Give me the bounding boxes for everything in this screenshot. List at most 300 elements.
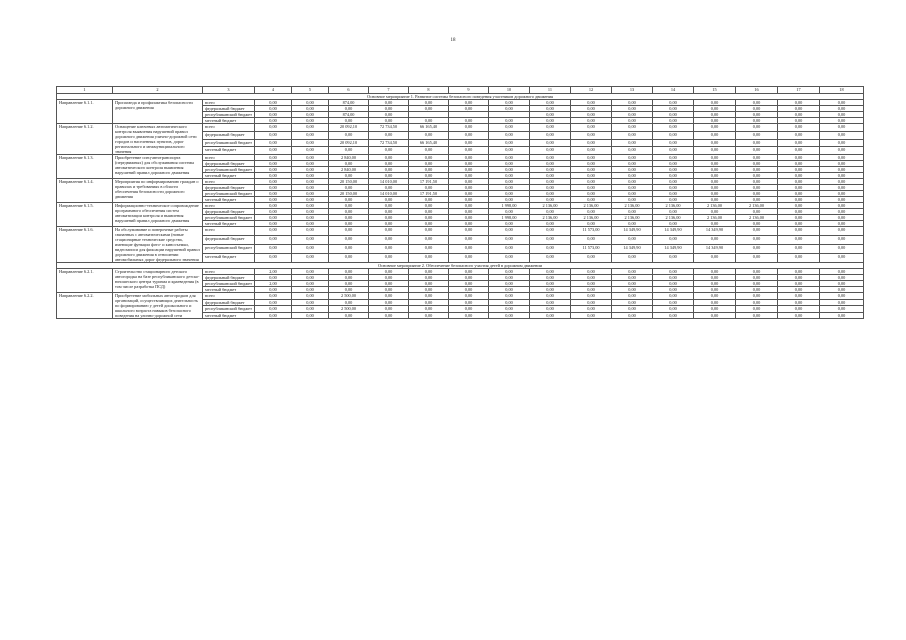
amount-cell: 0,00 [255, 209, 292, 215]
funding-source: республиканский бюджет [203, 245, 255, 254]
amount-cell: 0,00 [694, 185, 736, 191]
amount-cell: 0,00 [409, 118, 449, 124]
amount-cell: 0,00 [694, 191, 736, 197]
amount-cell: 0,00 [489, 221, 530, 227]
amount-cell: 0,00 [736, 209, 778, 215]
amount-cell: 874,00 [329, 112, 369, 118]
amount-cell: 0,00 [653, 139, 694, 147]
amount-cell: 0,00 [329, 161, 369, 167]
amount-cell: 0,00 [329, 106, 369, 112]
amount-cell: 0,00 [694, 209, 736, 215]
amount-cell: 0,00 [736, 236, 778, 245]
amount-cell: 0,00 [449, 191, 489, 197]
amount-cell: 0,00 [292, 185, 329, 191]
amount-cell: 0,00 [820, 167, 864, 173]
amount-cell: 2 840,00 [329, 155, 369, 161]
amount-cell: 0,00 [820, 203, 864, 209]
direction-code: Направление 6.1.3. [57, 155, 113, 179]
amount-cell: 0,00 [612, 106, 653, 112]
amount-cell: 0,00 [369, 155, 409, 161]
amount-cell: 0,00 [292, 227, 329, 236]
amount-cell: 0,00 [778, 131, 820, 139]
amount-cell: 0,00 [255, 173, 292, 179]
amount-cell: 0,00 [736, 221, 778, 227]
page-number: 18 [450, 38, 456, 43]
amount-cell: 0,00 [571, 197, 612, 203]
column-header: 18 [820, 87, 864, 94]
amount-cell: 0,00 [694, 293, 736, 300]
amount-cell: 0,00 [571, 185, 612, 191]
amount-cell: 0,00 [449, 203, 489, 209]
amount-cell: 0,00 [409, 254, 449, 263]
amount-cell: 0,00 [489, 191, 530, 197]
amount-cell: 0,00 [329, 197, 369, 203]
amount-cell: 0,00 [571, 221, 612, 227]
amount-cell: 0,00 [292, 191, 329, 197]
amount-cell: 0,00 [571, 191, 612, 197]
amount-cell: 0,00 [255, 236, 292, 245]
amount-cell: 0,00 [653, 191, 694, 197]
amount-cell: 0,00 [694, 167, 736, 173]
amount-cell: 0,00 [778, 299, 820, 306]
column-header: 5 [292, 87, 329, 94]
amount-cell: 0,00 [489, 312, 530, 319]
amount-cell: 0,00 [409, 236, 449, 245]
amount-cell: 0,00 [530, 254, 571, 263]
amount-cell: 0,00 [449, 312, 489, 319]
amount-cell: 0,00 [571, 100, 612, 106]
amount-cell: 0,00 [449, 221, 489, 227]
amount-cell: 0,00 [255, 155, 292, 161]
amount-cell: 0,00 [449, 100, 489, 106]
amount-cell: 0,00 [612, 124, 653, 132]
amount-cell: 0,00 [612, 191, 653, 197]
amount-cell: 0,00 [820, 236, 864, 245]
amount-cell: 0,00 [820, 139, 864, 147]
amount-cell: 0,00 [612, 269, 653, 275]
amount-cell: 0,00 [329, 254, 369, 263]
amount-cell: 0,00 [736, 173, 778, 179]
amount-cell: 0,00 [409, 306, 449, 313]
amount-cell: 11 573,00 [571, 245, 612, 254]
amount-cell: 0,00 [778, 269, 820, 275]
amount-cell: 0,00 [369, 312, 409, 319]
amount-cell: 0,00 [255, 306, 292, 313]
amount-cell: 0,00 [292, 236, 329, 245]
amount-cell: 0,00 [409, 203, 449, 209]
funding-source: местный бюджет [203, 287, 255, 293]
amount-cell: 20 150,00 [329, 179, 369, 185]
amount-cell: 0,00 [489, 254, 530, 263]
amount-cell: 0,00 [369, 269, 409, 275]
amount-cell: 0,00 [329, 299, 369, 306]
amount-cell: 0,00 [489, 287, 530, 293]
amount-cell: 0,00 [612, 179, 653, 185]
amount-cell: 0,00 [292, 155, 329, 161]
amount-cell: 0,00 [820, 209, 864, 215]
amount-cell: 0,00 [255, 254, 292, 263]
column-header: 16 [736, 87, 778, 94]
amount-cell: 0,00 [653, 161, 694, 167]
amount-cell: 0,00 [571, 281, 612, 287]
amount-cell: 0,00 [449, 139, 489, 147]
amount-cell: 0,00 [653, 197, 694, 203]
amount-cell: 0,00 [369, 227, 409, 236]
amount-cell: 0,00 [778, 221, 820, 227]
amount-cell: 0,00 [778, 173, 820, 179]
amount-cell: 0,00 [292, 306, 329, 313]
amount-cell: 0,00 [449, 161, 489, 167]
amount-cell: 0,00 [255, 161, 292, 167]
amount-cell: 0,00 [292, 312, 329, 319]
amount-cell: 0,00 [736, 287, 778, 293]
amount-cell: 0,00 [653, 221, 694, 227]
amount-cell: 0,00 [820, 245, 864, 254]
amount-cell: 0,00 [612, 118, 653, 124]
amount-cell: 0,00 [489, 167, 530, 173]
amount-cell: 0,00 [255, 215, 292, 221]
amount-cell: 0,00 [653, 147, 694, 155]
amount-cell: 0,00 [449, 281, 489, 287]
amount-cell: 0,00 [612, 173, 653, 179]
column-header: 4 [255, 87, 292, 94]
amount-cell: 0,00 [653, 179, 694, 185]
amount-cell: 0,00 [778, 287, 820, 293]
amount-cell: 0,00 [653, 173, 694, 179]
amount-cell: 0,00 [694, 299, 736, 306]
amount-cell: 0,00 [653, 306, 694, 313]
amount-cell: 0,00 [820, 191, 864, 197]
amount-cell: 0,00 [255, 275, 292, 281]
amount-cell: 0,00 [694, 124, 736, 132]
amount-cell: 0,00 [369, 221, 409, 227]
amount-cell: 0,00 [694, 118, 736, 124]
amount-cell: 0,00 [736, 131, 778, 139]
amount-cell: 0,00 [736, 197, 778, 203]
amount-cell: 0,00 [369, 118, 409, 124]
amount-cell: 0,00 [369, 209, 409, 215]
amount-cell: 0,00 [778, 293, 820, 300]
amount-cell: 0,00 [449, 299, 489, 306]
amount-cell: 0,00 [778, 306, 820, 313]
amount-cell: 0,00 [694, 161, 736, 167]
amount-cell: 0,00 [612, 131, 653, 139]
amount-cell: 0,00 [489, 139, 530, 147]
amount-cell: 0,00 [820, 173, 864, 179]
amount-cell: 0,00 [329, 147, 369, 155]
amount-cell: 0,00 [449, 179, 489, 185]
amount-cell: 0,00 [694, 306, 736, 313]
amount-cell: 0,00 [736, 118, 778, 124]
amount-cell: 2 500,00 [329, 306, 369, 313]
amount-cell: 0,00 [653, 106, 694, 112]
column-header: 11 [530, 87, 571, 94]
amount-cell: 0,00 [571, 147, 612, 155]
amount-cell: 0,00 [612, 185, 653, 191]
amount-cell: 72 734,50 [369, 124, 409, 132]
amount-cell: 0,00 [369, 299, 409, 306]
amount-cell: 0,00 [530, 306, 571, 313]
amount-cell: 0,00 [694, 131, 736, 139]
amount-cell: 0,00 [489, 106, 530, 112]
amount-cell: 0,00 [489, 227, 530, 236]
amount-cell: 0,00 [449, 106, 489, 112]
amount-cell: 0,00 [292, 299, 329, 306]
amount-cell: 0,00 [449, 254, 489, 263]
amount-cell: 0,00 [449, 118, 489, 124]
direction-title: Мероприятия по информированию граждан о правилах и требованиях в области обеспечения безопасности дорожного движения [113, 179, 203, 203]
amount-cell: 0,00 [255, 299, 292, 306]
amount-cell: 874,00 [329, 100, 369, 106]
amount-cell: 0,00 [255, 221, 292, 227]
amount-cell: 0,00 [489, 281, 530, 287]
amount-cell: 0,00 [409, 287, 449, 293]
amount-cell: 0,00 [255, 139, 292, 147]
amount-cell: 0,00 [409, 281, 449, 287]
column-header: 15 [694, 87, 736, 94]
amount-cell: 0,00 [292, 293, 329, 300]
amount-cell: 0,00 [736, 254, 778, 263]
amount-cell: 0,00 [449, 131, 489, 139]
funding-source: республиканский бюджет [203, 306, 255, 313]
amount-cell: 2 136,00 [694, 215, 736, 221]
funding-source: федеральный бюджет [203, 185, 255, 191]
amount-cell: 20 092,10 [329, 124, 369, 132]
amount-cell: 0,00 [489, 155, 530, 161]
funding-source: федеральный бюджет [203, 106, 255, 112]
amount-cell: 0,00 [571, 287, 612, 293]
amount-cell: 0,00 [694, 197, 736, 203]
amount-cell: 0,00 [571, 306, 612, 313]
funding-source: федеральный бюджет [203, 161, 255, 167]
column-header: 2 [113, 87, 203, 94]
amount-cell: 0,00 [409, 269, 449, 275]
amount-cell: 0,00 [820, 215, 864, 221]
amount-cell: 0,00 [612, 306, 653, 313]
section-title: Основное мероприятие 2. Обеспечение безопасного участия детей в дорожном движении [57, 263, 864, 269]
direction-title: Приобретение мобильных автогородков для организаций, осуществляющих деятельность по формированию у детей дошкольного и школьного возраста навыков безопасного поведения на улично-дорожной сети [113, 293, 203, 319]
amount-cell: 0,00 [778, 100, 820, 106]
amount-cell: 66 165,40 [409, 139, 449, 147]
amount-cell: 0,00 [820, 293, 864, 300]
amount-cell: 0,00 [694, 179, 736, 185]
amount-cell: 14 349,90 [694, 245, 736, 254]
amount-cell: 0,00 [612, 312, 653, 319]
amount-cell: 0,00 [329, 236, 369, 245]
amount-cell: 0,00 [449, 147, 489, 155]
direction-code: Направление 6.1.2. [57, 124, 113, 155]
amount-cell: 0,00 [489, 293, 530, 300]
amount-cell: 14 349,90 [653, 227, 694, 236]
amount-cell: 0,00 [571, 299, 612, 306]
amount-cell: 0,00 [255, 106, 292, 112]
amount-cell: 0,00 [530, 147, 571, 155]
amount-cell: 0,00 [653, 124, 694, 132]
direction-code: Направление 6.2.1. [57, 269, 113, 293]
amount-cell: 0,00 [653, 275, 694, 281]
amount-cell: 0,00 [820, 275, 864, 281]
amount-cell: 0,00 [292, 215, 329, 221]
amount-cell: 0,00 [778, 167, 820, 173]
amount-cell: 0,00 [489, 245, 530, 254]
amount-cell: 0,00 [369, 173, 409, 179]
amount-cell: 0,00 [571, 118, 612, 124]
amount-cell: 0,00 [369, 275, 409, 281]
amount-cell: 0,00 [255, 179, 292, 185]
amount-cell: 0,00 [694, 112, 736, 118]
amount-cell: 0,00 [255, 203, 292, 209]
amount-cell: 0,00 [489, 185, 530, 191]
amount-cell: 0,00 [653, 209, 694, 215]
amount-cell: 0,00 [255, 293, 292, 300]
funding-source: местный бюджет [203, 312, 255, 319]
amount-cell: 2 136,00 [736, 215, 778, 221]
funding-source: всего [203, 227, 255, 236]
amount-cell: 0,00 [255, 191, 292, 197]
amount-cell: 0,00 [571, 112, 612, 118]
amount-cell: 0,00 [778, 161, 820, 167]
amount-cell: 0,00 [449, 245, 489, 254]
column-header: 12 [571, 87, 612, 94]
amount-cell: 0,00 [820, 100, 864, 106]
amount-cell: 0,00 [255, 167, 292, 173]
amount-cell: 0,00 [489, 161, 530, 167]
amount-cell: 0,00 [489, 275, 530, 281]
amount-cell: 0,00 [489, 118, 530, 124]
amount-cell: 0,00 [489, 236, 530, 245]
amount-cell: 0,00 [612, 155, 653, 161]
amount-cell: 0,00 [292, 275, 329, 281]
amount-cell: 0,00 [694, 139, 736, 147]
amount-cell: 0,00 [694, 173, 736, 179]
amount-cell: 0,00 [292, 147, 329, 155]
amount-cell: 0,00 [489, 179, 530, 185]
amount-cell: 0,00 [409, 221, 449, 227]
amount-cell: 0,00 [820, 185, 864, 191]
amount-cell: 0,00 [329, 221, 369, 227]
amount-cell: 0,00 [736, 124, 778, 132]
amount-cell: 0,00 [449, 293, 489, 300]
amount-cell: 17 191,50 [409, 179, 449, 185]
amount-cell: 17 191,50 [409, 191, 449, 197]
amount-cell: 0,00 [530, 209, 571, 215]
amount-cell: 0,00 [369, 306, 409, 313]
amount-cell: 0,00 [449, 227, 489, 236]
amount-cell: 0,00 [571, 312, 612, 319]
amount-cell: 0,00 [694, 275, 736, 281]
amount-cell: 0,00 [409, 215, 449, 221]
amount-cell: 0,00 [292, 161, 329, 167]
amount-cell: 0,00 [820, 227, 864, 236]
amount-cell: 0,00 [778, 179, 820, 185]
amount-cell: 0,00 [653, 287, 694, 293]
amount-cell: 0,00 [778, 197, 820, 203]
amount-cell: 0,00 [530, 221, 571, 227]
amount-cell: 14 349,90 [653, 245, 694, 254]
amount-cell: 0,00 [369, 131, 409, 139]
column-header: 17 [778, 87, 820, 94]
amount-cell: 0,00 [489, 209, 530, 215]
amount-cell: 0,00 [778, 275, 820, 281]
amount-cell: 0,00 [409, 106, 449, 112]
funding-source: республиканский бюджет [203, 112, 255, 118]
amount-cell: 0,00 [820, 112, 864, 118]
amount-cell: 0,00 [329, 118, 369, 124]
amount-cell: 0,00 [778, 112, 820, 118]
amount-cell: 0,00 [736, 106, 778, 112]
amount-cell: 0,00 [409, 299, 449, 306]
amount-cell: 0,00 [612, 100, 653, 106]
amount-cell: 0,00 [329, 185, 369, 191]
amount-cell: 0,00 [489, 131, 530, 139]
amount-cell: 0,00 [653, 293, 694, 300]
amount-cell: 0,00 [255, 312, 292, 319]
amount-cell: 0,00 [653, 112, 694, 118]
amount-cell: 0,00 [292, 287, 329, 293]
amount-cell: 0,00 [571, 139, 612, 147]
amount-cell: 0,00 [612, 112, 653, 118]
amount-cell: 2 136,00 [571, 203, 612, 209]
direction-title: Оснащение ключевых автоматического контроля выявления нарушений правил дорожного движения улично-дорожной сети городов и населенных пунктов, дорог регионального и межмуниципального значения [113, 124, 203, 155]
amount-cell: 0,00 [292, 118, 329, 124]
amount-cell: 0,00 [449, 306, 489, 313]
amount-cell: 0,00 [736, 227, 778, 236]
amount-cell: 0,00 [778, 118, 820, 124]
amount-cell: 0,00 [530, 124, 571, 132]
amount-cell: 0,00 [255, 100, 292, 106]
amount-cell: 0,00 [409, 245, 449, 254]
amount-cell: 0,00 [778, 185, 820, 191]
funding-source: всего [203, 179, 255, 185]
funding-source: местный бюджет [203, 173, 255, 179]
amount-cell: 0,00 [736, 155, 778, 161]
amount-cell: 2 136,00 [612, 203, 653, 209]
direction-title: Приобретение спец-автотранспорта (передвижных) для обслуживания системы автоматического контроля выявления нарушений правил дорожного движения [113, 155, 203, 179]
amount-cell: 0,00 [736, 179, 778, 185]
amount-cell: 0,00 [694, 236, 736, 245]
amount-cell: 0,00 [530, 173, 571, 179]
amount-cell: 0,00 [820, 269, 864, 275]
amount-cell: 0,00 [571, 131, 612, 139]
amount-cell: 0,00 [612, 281, 653, 287]
amount-cell: 0,00 [409, 147, 449, 155]
amount-cell: 0,00 [530, 131, 571, 139]
amount-cell: 0,00 [530, 312, 571, 319]
amount-cell: 0,00 [292, 221, 329, 227]
amount-cell: 0,00 [449, 215, 489, 221]
amount-cell: 0,00 [409, 161, 449, 167]
amount-cell: 0,00 [736, 306, 778, 313]
amount-cell: 0,00 [369, 167, 409, 173]
amount-cell: 20 092,10 [329, 139, 369, 147]
amount-cell: 0,00 [292, 173, 329, 179]
amount-cell: 0,00 [489, 147, 530, 155]
amount-cell: 0,00 [292, 106, 329, 112]
amount-cell: 0,00 [292, 139, 329, 147]
amount-cell: 0,00 [778, 227, 820, 236]
amount-cell: 1 998,00 [489, 215, 530, 221]
amount-cell: 0,00 [329, 215, 369, 221]
amount-cell: 0,00 [449, 185, 489, 191]
amount-cell: 0,00 [409, 131, 449, 139]
amount-cell: 0,00 [255, 245, 292, 254]
amount-cell: 0,00 [449, 124, 489, 132]
amount-cell: 0,00 [571, 254, 612, 263]
amount-cell: 0,00 [449, 269, 489, 275]
column-header: 6 [329, 87, 369, 94]
amount-cell: 0,00 [612, 147, 653, 155]
column-header: 7 [369, 87, 409, 94]
